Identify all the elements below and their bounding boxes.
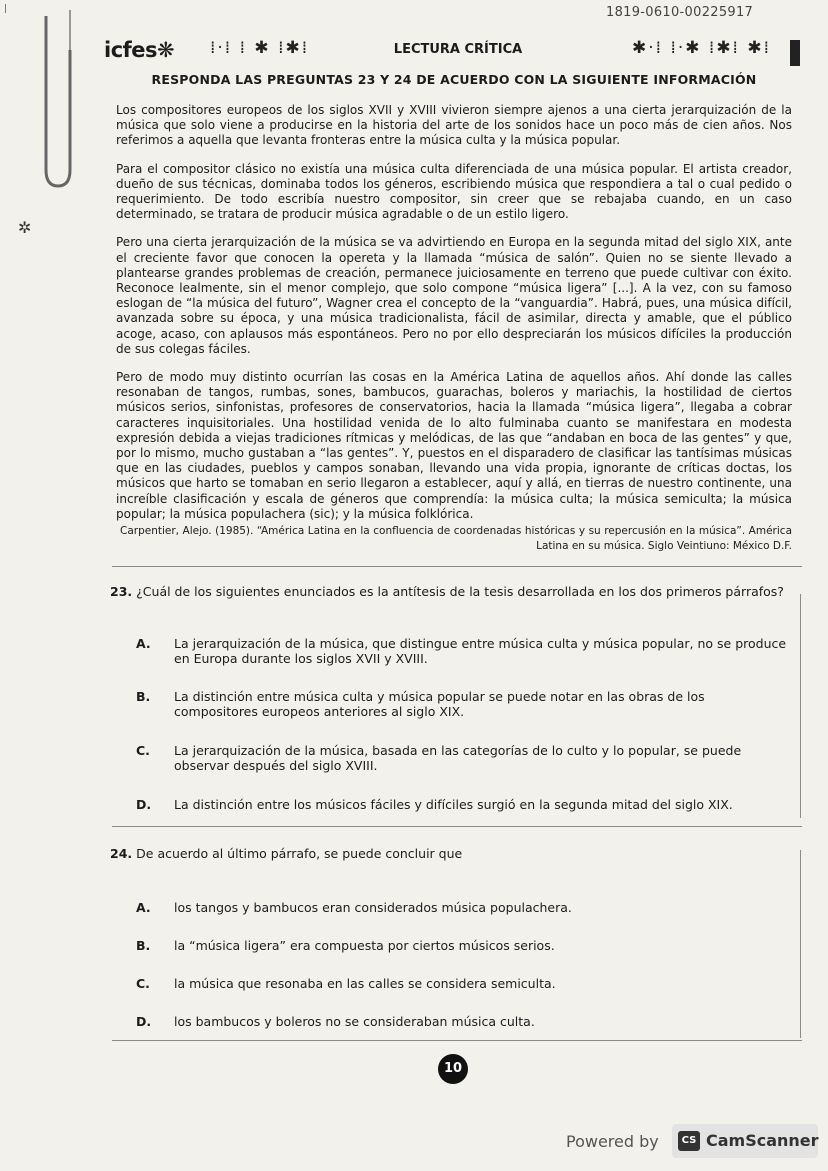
logo-symbol-icon: ❋: [157, 38, 175, 62]
option-text: los tangos y bambucos eran considerados música populachera.: [174, 900, 572, 915]
header-decoration-left: ⁞·⁞ ⁞ ✱ ⁞✱⁞: [210, 38, 310, 58]
header-decoration-right: ✱·⁞ ⁞·✱ ⁞✱⁞ ✱⁞: [632, 38, 772, 58]
option-23-d[interactable]: [136, 797, 792, 812]
option-letter: B.: [136, 689, 151, 704]
option-23-a[interactable]: [136, 636, 792, 666]
logo-text: icfes: [104, 38, 158, 62]
option-text: la música que resonaba en las calles se considera semiculta.: [174, 976, 556, 991]
section-title: LECTURA CRÍTICA: [393, 42, 523, 57]
option-letter: D.: [136, 1014, 152, 1029]
option-letter: C.: [136, 743, 150, 758]
reading-text: [116, 103, 792, 535]
page-number: 10: [438, 1054, 468, 1084]
option-24-d[interactable]: [136, 1014, 792, 1029]
option-text: La jerarquización de la música, basada en las categorías de lo culto y lo popular, se puede observar después del siglo XVIII.: [174, 743, 742, 773]
option-letter: C.: [136, 976, 150, 991]
option-24-a[interactable]: [136, 900, 792, 915]
barcode-badge-icon: [790, 40, 800, 66]
reading-paragraph: Pero de modo muy distinto ocurrían las cosas en la América Latina de aquellos años. Ahí donde las calles resonaban de tangos, rumbas, sones, bambucos, guarachas, boleros y mariachis, la hostilidad de ciertos músicos serios, sinfonistas, profesores de conservatorios, hacia la llamada “música ligera”, llegaba a cobrar caracteres inquisitoriales. Una hostilidad venida de lo alto fulminaba cuanto se manifestara en modesta expresión debida a viejas tradiciones rítmicas y melódicas, de las que “andaban en boca de las gentes” y que, por lo mismo, mucho gustaban a “las gentes”. Y, puestos en el disparadero de clasificar las tantísimas músicas que en las ciudades, pueblos y campos sonaban, llevando una vida propia, ignorante de críticas doctas, los músicos que harto se tomaban en serio llegaron a establecer, aquí y allá, en tierras de nuestro continente, una increíble clasificación y escala de géneros que comprendía: la música culta; la música semiculta; la música popular; la música populachera (sic); y la música folklórica.: [116, 370, 792, 521]
option-text: La distinción entre música culta y música popular se puede notar en las obras de los compositores europeos anteriores al siglo XIX.: [174, 689, 705, 719]
watermark-powered-by: Powered by: [566, 1132, 659, 1151]
question-prompt: De acuerdo al último párrafo, se puede concluir que: [136, 846, 463, 861]
question-number: 24.: [110, 846, 133, 861]
option-letter: A.: [136, 636, 151, 651]
option-text: los bambucos y boleros no se consideraban música culta.: [174, 1014, 535, 1029]
question-box-border: [800, 850, 801, 1038]
citation: Carpentier, Alejo. (1985). “América Latina en la confluencia de coordenadas históricas y su repercusión en la música”. América Latina en su música. Siglo Veintiuno: México D.F.: [120, 525, 792, 552]
question-prompt: ¿Cuál de los siguientes enunciados es la antítesis de la tesis desarrollada en los dos primeros párrafos?: [136, 584, 784, 599]
watermark-badge: [672, 1124, 818, 1158]
option-letter: D.: [136, 797, 152, 812]
margin-tick: |: [4, 4, 8, 14]
question-24: [110, 846, 800, 861]
question-23: [110, 584, 800, 599]
camscanner-logo-icon: CS: [678, 1131, 700, 1151]
document-code: 1819-0610-00225917: [606, 5, 754, 20]
reading-paragraph: Pero una cierta jerarquización de la música se va advirtiendo en Europa en la segunda mitad del siglo XIX, ante el creciente favor que conocen la opereta y la llamada “música de salón”. Quien no se siente llevado a plantearse grandes problemas de creación, permanece juiciosamente en terreno que puede cultivar con éxito. Reconoce lealmente, sin el menor complejo, que solo compone “música ligera” [...]. A la vez, con su famoso eslogan de “la música del futuro”, Wagner crea el concepto de la “vanguardia”. Habrá, pues, una música difícil, avanzada sobre su época, y una música tradicionalista, fácil de asimilar, directa y amable, que el público acoge, acaso, con aplausos más espontáneos. Pero no por ello despreciarán los músicos difíciles la producción de sus colegas fáciles.: [116, 235, 792, 356]
icfes-logo: [104, 38, 174, 62]
watermark-brand: CamScanner: [706, 1131, 819, 1150]
page-header: [104, 36, 800, 68]
question-box-border: [800, 594, 801, 818]
option-23-c[interactable]: [136, 743, 792, 773]
question-number: 23.: [110, 584, 133, 599]
option-letter: B.: [136, 938, 151, 953]
divider: [112, 1040, 802, 1041]
paper-clip-icon: [40, 10, 76, 190]
option-23-b[interactable]: [136, 689, 792, 719]
reading-paragraph: Los compositores europeos de los siglos XVII y XVIII vivieron siempre ajenos a una cierta jerarquización de la música que solo viene a producirse en la historia del arte de los sonidos hace un poco más de cien años. Nos referimos a aquella que levanta fronteras entre la música culta y la música popular.: [116, 103, 792, 148]
instruction-heading: RESPONDA LAS PREGUNTAS 23 Y 24 DE ACUERDO CON LA SIGUIENTE INFORMACIÓN: [151, 72, 757, 87]
option-text: La jerarquización de la música, que distingue entre música culta y música popular, no se produce en Europa durante los siglos XVII y XVIII.: [174, 636, 787, 666]
option-letter: A.: [136, 900, 151, 915]
divider: [112, 566, 802, 567]
option-text: La distinción entre los músicos fáciles y difíciles surgió en la segunda mitad del siglo XIX.: [174, 797, 733, 812]
reading-paragraph: Para el compositor clásico no existía una música culta diferenciada de una música popular. El artista creador, dueño de sus técnicas, dominaba todos los géneros, escribiendo música que respondiera a tal o cual pedido o requerimiento. De todo escribía nuestro compositor, sin creer que se rebajaba cuando, en un caso determinado, se tratara de producir música agradable o de un estilo ligero.: [116, 161, 792, 222]
margin-stamp-icon: ✲: [18, 218, 32, 237]
option-24-c[interactable]: [136, 976, 792, 991]
option-text: la “música ligera” era compuesta por ciertos músicos serios.: [174, 938, 555, 953]
divider: [112, 826, 802, 827]
option-24-b[interactable]: [136, 938, 792, 953]
